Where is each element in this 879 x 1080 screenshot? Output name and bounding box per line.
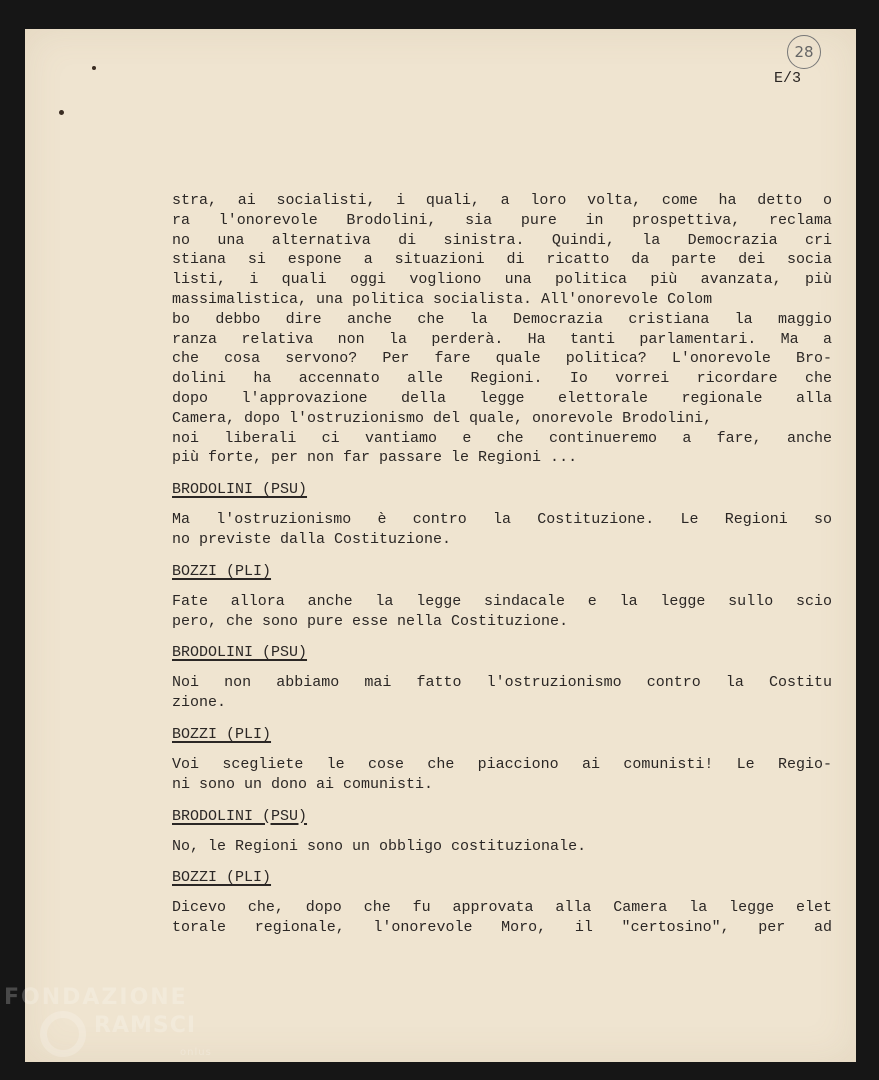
document-page <box>25 29 856 1062</box>
text-line: stra, ai socialisti, i quali, a loro volta, come ha detto o <box>172 192 832 209</box>
page-code: E/3 <box>774 70 802 87</box>
paper-speck <box>92 66 96 70</box>
archive-watermark-logo <box>4 985 234 1075</box>
speaker-heading: BOZZI (PLI) <box>172 869 272 887</box>
watermark-text: FONDAZIONE <box>4 985 188 1010</box>
text-line: dolini ha accennato alle Regioni. Io vorrei ricordare che <box>172 370 832 388</box>
text-line: Camera, dopo l'ostruzionismo del quale, onorevole Brodolini, <box>172 409 713 427</box>
text-line: ra l'onorevole Brodolini, sia pure in prospettiva, reclama <box>172 211 832 229</box>
text-line: Noi non abbiamo mai fatto l'ostruzionismo contro la Costitu <box>172 674 832 692</box>
speaker-heading: BOZZI (PLI) <box>172 562 272 580</box>
text-line: che cosa servono? Per fare quale politica? L'onorevole Bro- <box>172 350 832 368</box>
speaker-heading: BOZZI (PLI) <box>172 725 272 743</box>
transcript-body <box>172 191 832 938</box>
speaker-heading: BRODOLINI (PSU) <box>172 644 308 662</box>
text-line: pero, che sono pure esse nella Costituzione. <box>172 612 569 630</box>
text-line: più forte, per non far passare le Regioni ... <box>172 449 578 467</box>
exchange <box>172 868 832 938</box>
text-line: Ma l'ostruzionismo è contro la Costituzione. Le Regioni so <box>172 511 832 529</box>
text-line: dopo l'approvazione della legge elettorale regionale alla <box>172 389 832 407</box>
text-line: no una alternativa di sinistra. Quindi, la Democrazia cri <box>172 231 832 249</box>
exchange <box>172 562 832 632</box>
speaker-heading: BRODOLINI (PSU) <box>172 481 308 499</box>
text-line: ranza relativa non la perderà. Ha tanti parlamentari. Ma a <box>172 330 832 348</box>
watermark-text: onlus <box>180 1047 212 1058</box>
text-line: Voi scegliete le cose che piacciono ai comunisti! Le Regio- <box>172 755 832 773</box>
text-line: No, le Regioni sono un obbligo costituzionale. <box>172 837 587 855</box>
text-line: Dicevo che, dopo che fu approvata alla Camera la legge elet <box>172 899 832 917</box>
exchange <box>172 807 832 857</box>
text-line: listi, i quali oggi vogliono una politica più avanzata, più <box>172 271 832 289</box>
speaker-heading: BRODOLINI (PSU) <box>172 807 308 825</box>
text-line: torale regionale, l'onorevole Moro, il "certosino", per ad <box>172 919 832 937</box>
text-line: stiana si espone a situazioni di ricatto da parte dei socia <box>172 251 832 269</box>
page-number-circled: 28 <box>787 35 821 69</box>
exchange <box>172 643 832 713</box>
text-line: noi liberali ci vantiamo e che continueremo a fare, anche <box>172 429 832 447</box>
text-line: massimalistica, una politica socialista. All'onorevole Colom <box>172 290 713 308</box>
watermark-g-icon <box>40 1011 86 1057</box>
opening-paragraph <box>172 191 832 468</box>
text-line: Fate allora anche la legge sindacale e la legge sullo scio <box>172 592 832 610</box>
exchange <box>172 725 832 795</box>
text-line: no previste dalla Costituzione. <box>172 530 452 548</box>
text-line: zione. <box>172 694 227 712</box>
text-line: ni sono un dono ai comunisti. <box>172 775 434 793</box>
paper-speck <box>59 110 64 115</box>
text-line: bo debbo dire anche che la Democrazia cristiana la maggio <box>172 310 832 328</box>
exchange <box>172 480 832 550</box>
watermark-text: RAMSCI <box>94 1013 197 1038</box>
